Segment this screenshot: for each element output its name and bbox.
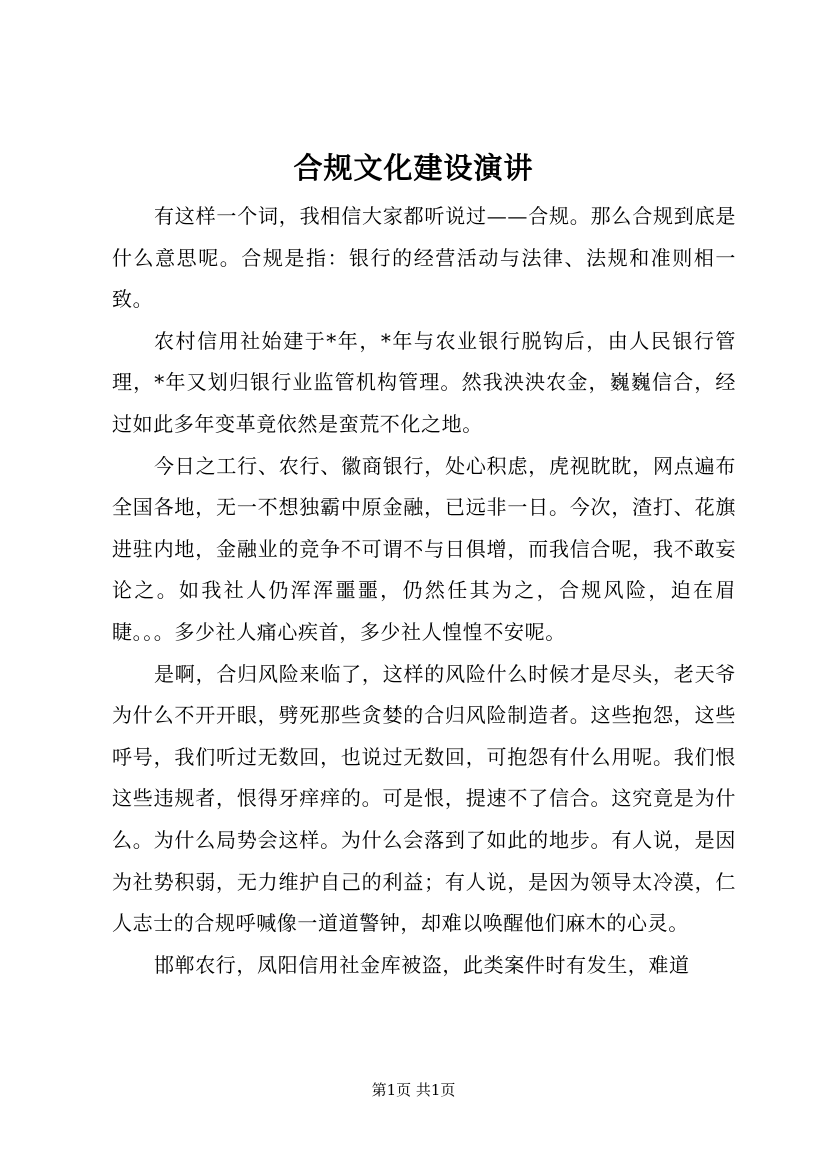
paragraph-3: 今日之工行、农行、徽商银行，处心积虑，虎视眈眈，网点遍布全国各地，无一不想独霸中原金融，已远非一日。今次，渣打、花旗进驻内地，金融业的竞争不可谓不与日俱增，而我信合呢，我不敢妄论之。如我社人仍浑浑噩噩，仍然任其为之，合规风险，迫在眉睫。。。多少社人痛心疾首，多少社人惶惶不安呢。 <box>112 453 736 644</box>
paragraph-1: 有这样一个词，我相信大家都听说过——合规。那么合规到底是什么意思呢。合规是指：银行的经营活动与法律、法规和准则相一致。 <box>112 204 736 312</box>
page-footer: 第1页 共1页 <box>371 1081 456 1099</box>
paragraph-5: 邯郸农行，凤阳信用社金库被盗，此类案件时有发生，难道 <box>154 952 690 977</box>
document-title: 合规文化建设演讲 <box>293 151 534 185</box>
paragraph-2: 农村信用社始建于*年，*年与农业银行脱钩后，由人民银行管理，*年又划归银行业监管机构管理。然我泱泱农金，巍巍信合，经过如此多年变革竟依然是蛮荒不化之地。 <box>112 328 736 436</box>
document-body <box>112 196 736 986</box>
paragraph-4: 是啊，合归风险来临了，这样的风险什么时候才是尽头，老天爷为什么不开开眼，劈死那些贪婪的合归风险制造者。这些抱怨，这些呼号，我们听过无数回，也说过无数回，可抱怨有什么用呢。我们恨这些违规者，恨得牙痒痒的。可是恨，提速不了信合。这究竟是为什么。为什么局势会这样。为什么会落到了如此的地步。有人说，是因为社势积弱，无力维护自己的利益；有人说，是因为领导太冷漠，仁人志士的合规呼喊像一道道警钟，却难以唤醒他们麻木的心灵。 <box>112 661 736 936</box>
